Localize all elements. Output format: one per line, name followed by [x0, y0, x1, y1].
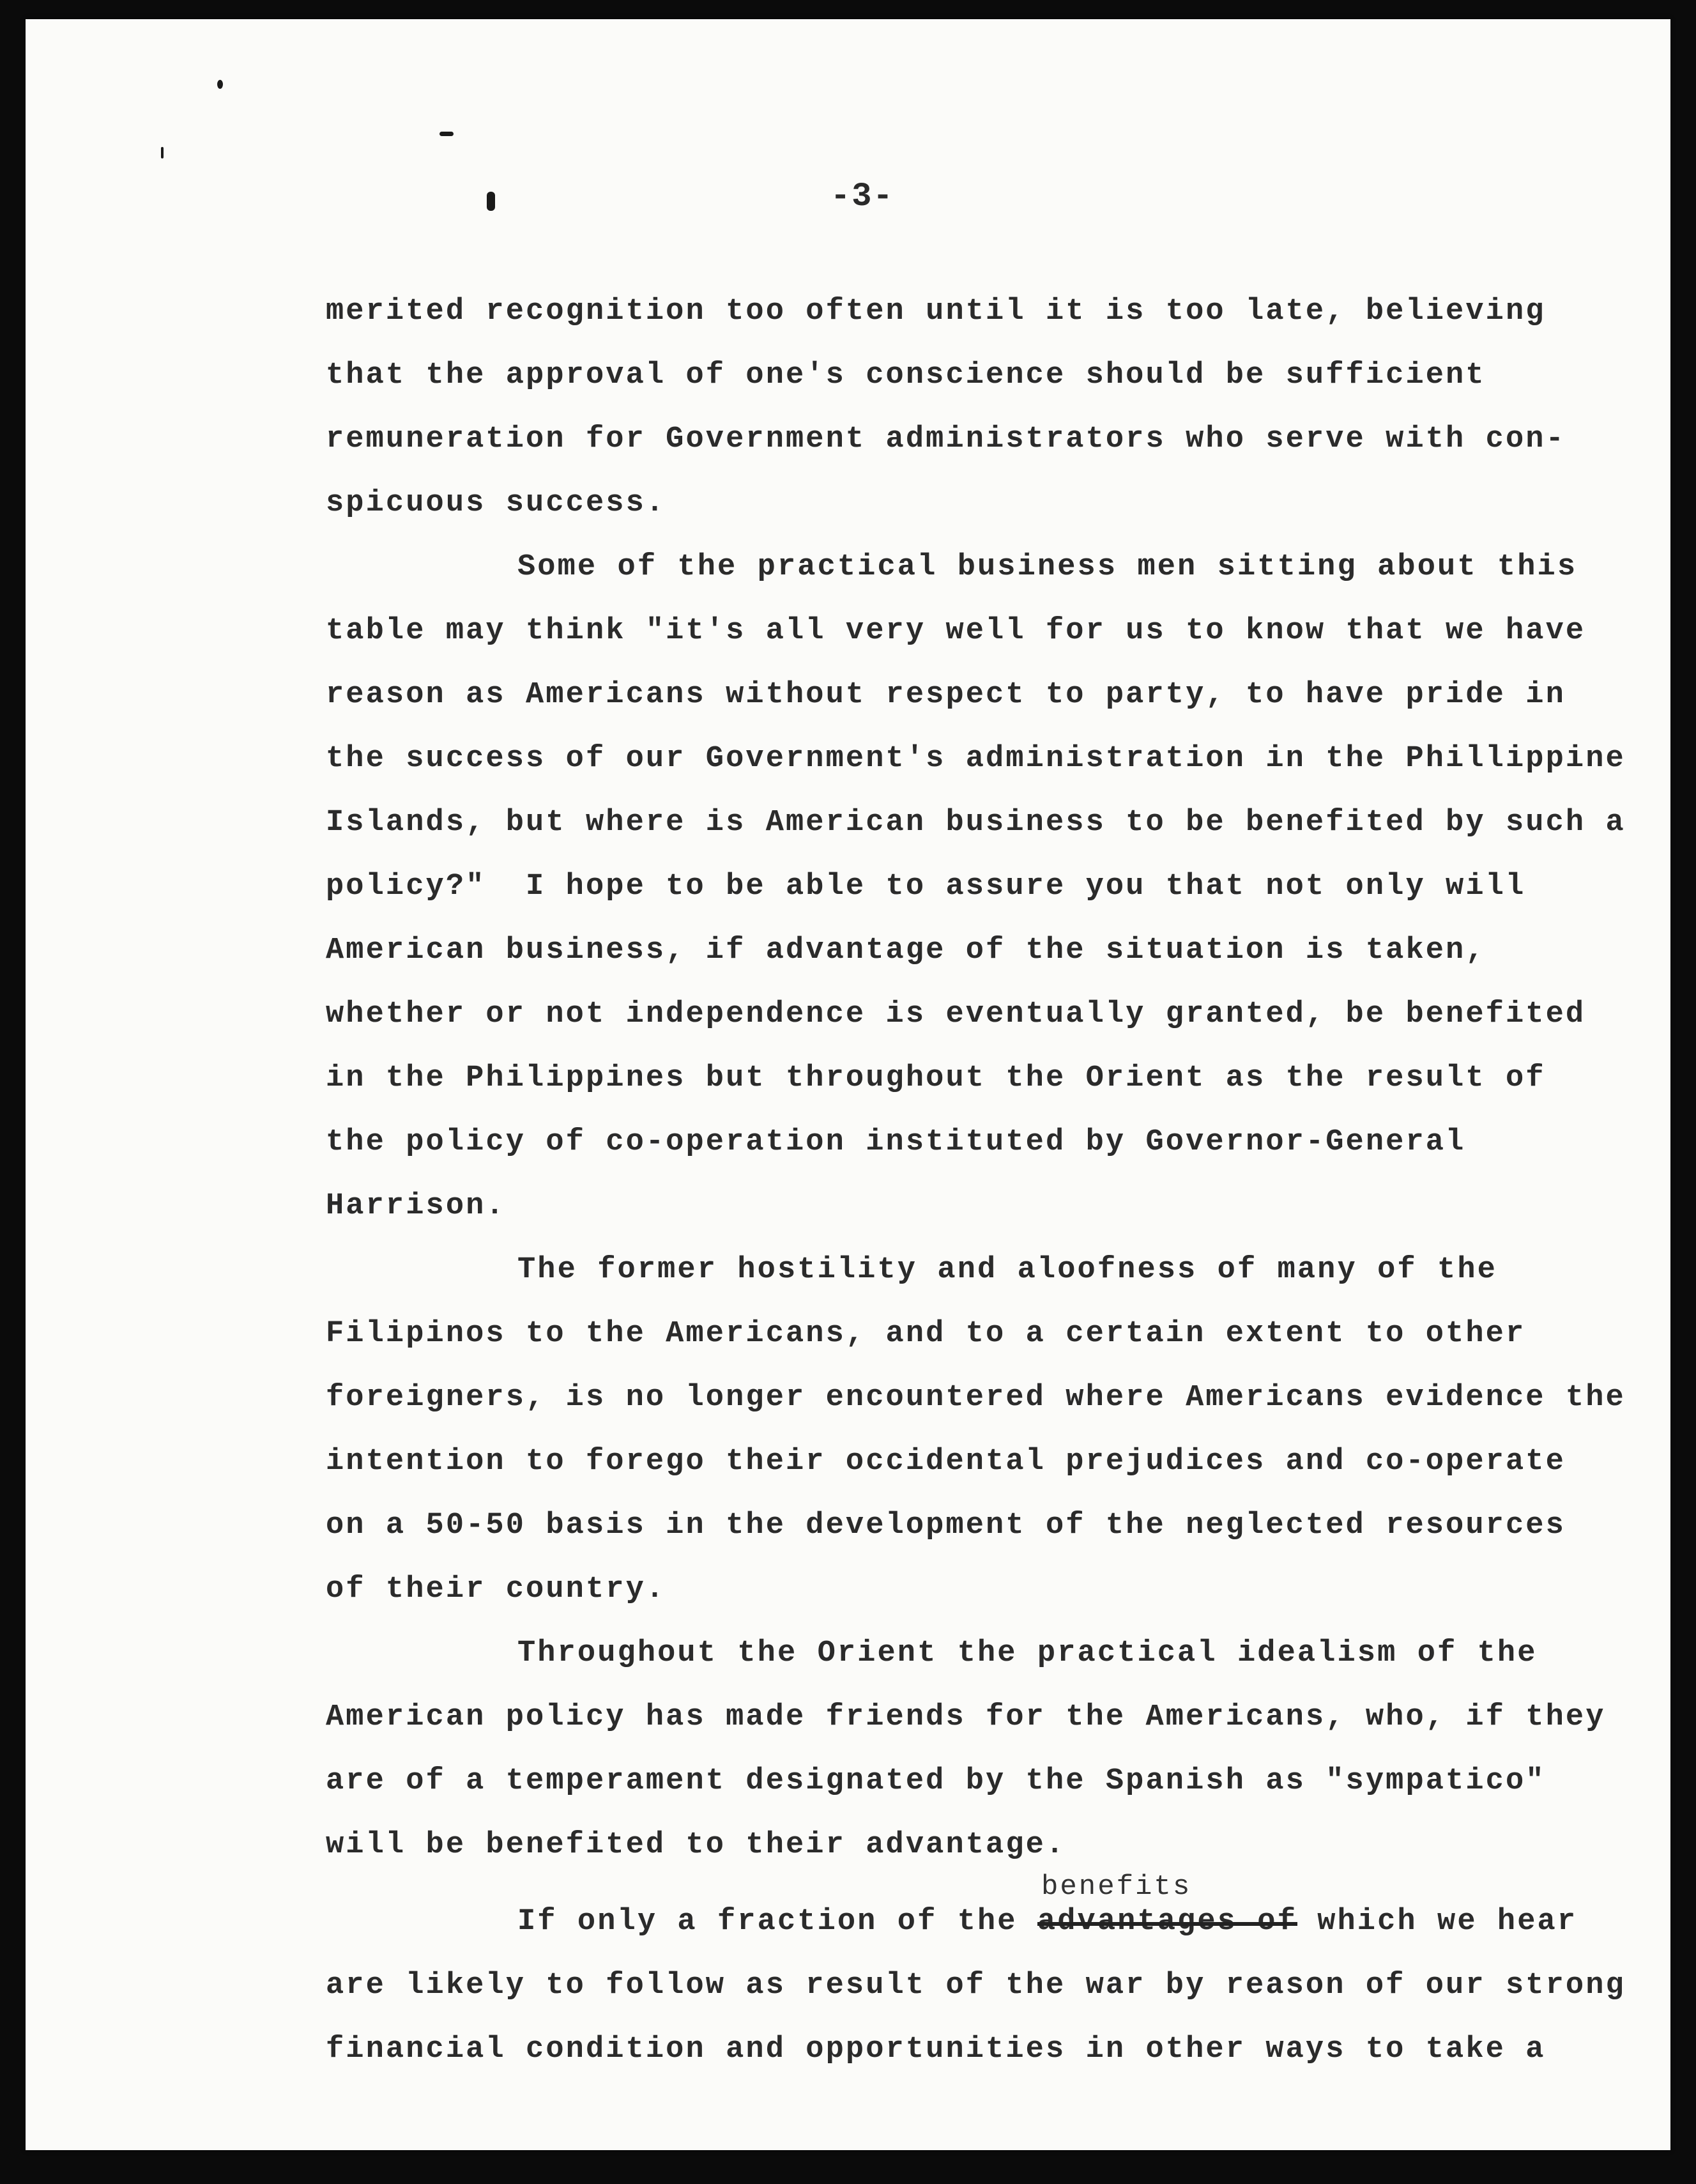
document-page	[26, 19, 1670, 2150]
text-line: are of a temperament designated by the Spanish as "sympatico"	[326, 1764, 1546, 1798]
text-line: table may think "it's all very well for us to know that we have	[326, 614, 1586, 648]
text-line: reason as Americans without respect to party, to have pride in	[326, 678, 1566, 712]
text-line: remuneration for Government administrators who serve with con-	[326, 422, 1566, 456]
ink-speck	[439, 132, 454, 136]
text-line: Filipinos to the Americans, and to a certain extent to other	[326, 1317, 1526, 1351]
text-line: spicuous success.	[326, 486, 666, 520]
line-segment: which we hear	[1297, 1905, 1578, 1939]
ink-speck	[487, 192, 495, 211]
text-line: in the Philippines but throughout the Orient as the result of	[326, 1061, 1546, 1095]
page-number: -3-	[830, 178, 894, 215]
text-line: whether or not independence is eventually granted, be benefited	[326, 997, 1586, 1031]
text-line: American business, if advantage of the situation is taken,	[326, 934, 1486, 967]
line-segment: If only a fraction of the	[517, 1905, 1037, 1939]
ink-speck	[161, 147, 164, 158]
text-line: on a 50-50 basis in the development of the neglected resources	[326, 1509, 1566, 1542]
text-line: Islands, but where is American business to be benefited by such a	[326, 806, 1626, 840]
text-line: the policy of co-operation instituted by Governor-General	[326, 1125, 1466, 1159]
handwritten-insertion: benefits	[1041, 1871, 1192, 1903]
paragraph-start-line	[517, 1904, 1577, 1940]
struck-through-text: advantages of	[1037, 1905, 1297, 1939]
paragraph-start-line: Throughout the Orient the practical idealism of the	[517, 1636, 1538, 1670]
text-line: foreigners, is no longer encountered where Americans evidence the	[326, 1381, 1626, 1415]
text-line: of their country.	[326, 1573, 666, 1606]
text-line: financial condition and opportunities in other ways to take a	[326, 2033, 1546, 2066]
ink-speck	[217, 80, 223, 89]
text-line: the success of our Government's administration in the Phillippine	[326, 742, 1626, 776]
paragraph-start-line: The former hostility and aloofness of many of the	[517, 1253, 1497, 1287]
text-line: merited recognition too often until it is too late, believing	[326, 295, 1546, 328]
text-line: American policy has made friends for the Americans, who, if they	[326, 1700, 1606, 1734]
paragraph-start-line: Some of the practical business men sitting about this	[517, 550, 1578, 584]
text-line: policy?" I hope to be able to assure you that not only will	[326, 870, 1526, 904]
text-line: intention to forego their occidental prejudices and co-operate	[326, 1445, 1566, 1479]
text-line: that the approval of one's conscience should be sufficient	[326, 358, 1486, 392]
text-line: Harrison.	[326, 1189, 506, 1223]
text-line: are likely to follow as result of the war by reason of our strong	[326, 1969, 1626, 2003]
text-line: will be benefited to their advantage.	[326, 1828, 1066, 1862]
